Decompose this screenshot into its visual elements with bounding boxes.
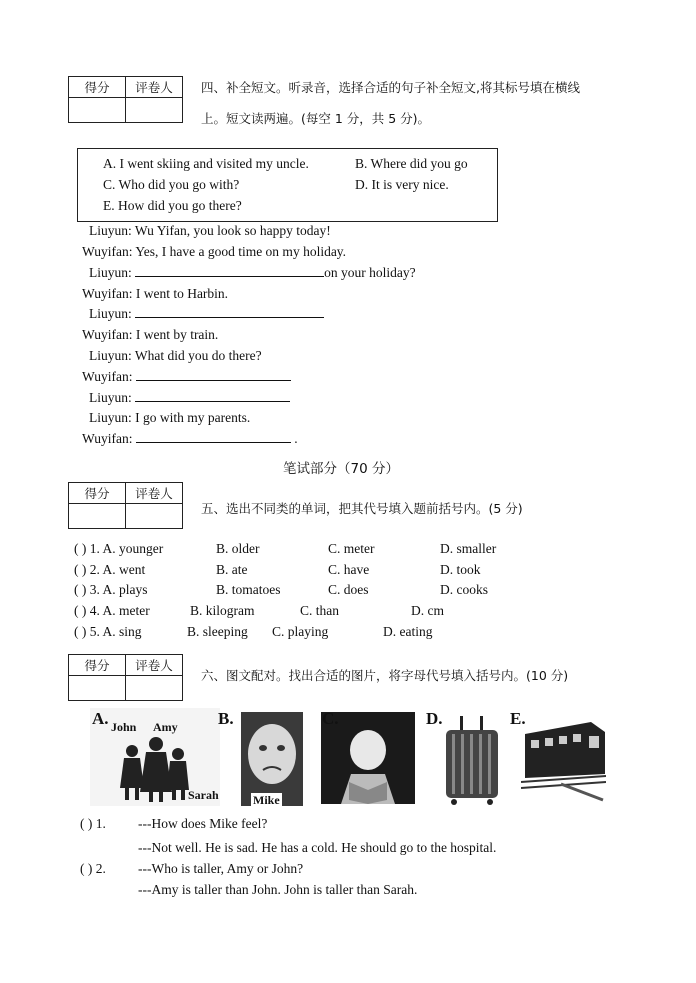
grader-label: 评卷人: [126, 77, 183, 98]
answer-blank-1[interactable]: [135, 265, 324, 277]
dialogue-line: [82, 244, 346, 260]
option-d: D. smaller: [440, 541, 497, 556]
match-question: ---Who is taller, Amy or John?: [138, 861, 304, 876]
dialogue-line: [82, 286, 228, 302]
dialogue-line: [89, 348, 262, 364]
utterance: I went to Harbin.: [135, 286, 229, 301]
utterance: I go with my parents.: [135, 410, 251, 425]
label-amy: Amy: [153, 720, 178, 734]
option-e: E. How did you go there?: [103, 198, 242, 213]
option-c: C. Who did you go with?: [103, 177, 240, 192]
speaker: Liuyun:: [89, 410, 132, 425]
option-b: B. kilogram: [190, 603, 255, 618]
dialogue-line: [82, 369, 291, 385]
section6-title: 六、图文配对。找出合适的图片，将字母代号填入括号内。(10 分): [201, 668, 569, 683]
picture-e-letter: E.: [510, 709, 526, 728]
option-c: C. playing: [272, 624, 329, 639]
speaker: Wuyifan:: [82, 369, 133, 384]
dialogue-line: [82, 327, 218, 343]
suitcase-icon: [442, 714, 502, 806]
speaker: Wuyifan:: [82, 286, 133, 301]
option-d: D. It is very nice.: [355, 177, 449, 192]
option-c: C. meter: [328, 541, 375, 556]
label-john: John: [111, 720, 137, 734]
option-c: C. does: [328, 582, 369, 597]
question-num: ( ) 2. A. went: [74, 562, 146, 577]
option-d: D. eating: [383, 624, 433, 639]
option-d: D. took: [440, 562, 481, 577]
written-part-heading: 笔试部分（70 分）: [283, 461, 399, 477]
utterance: I went by train.: [135, 327, 219, 342]
option-d: D. cm: [411, 603, 444, 618]
sad-baby-face: [241, 712, 303, 806]
dialogue-line: [89, 223, 331, 239]
picture-b-letter: B.: [218, 709, 234, 728]
speaker: Wuyifan:: [82, 431, 133, 446]
option-b: B. tomatoes: [216, 582, 281, 597]
answer-blank-5[interactable]: [136, 431, 291, 443]
picture-e: [521, 712, 606, 804]
speaker: Wuyifan:: [82, 327, 133, 342]
picture-d: [442, 714, 502, 806]
match-question-num: ( ) 2.: [80, 861, 106, 876]
picture-c-letter: C.: [322, 709, 339, 728]
grader-label: 评卷人: [126, 483, 183, 504]
speaker: Liuyun:: [89, 390, 132, 405]
score-box: [68, 482, 183, 529]
dialogue-line: [89, 306, 324, 322]
grader-cell[interactable]: [126, 98, 183, 123]
match-question-num: ( ) 1.: [80, 816, 106, 831]
picture-a-letter: A.: [92, 709, 109, 728]
option-c: C. than: [300, 603, 339, 618]
label-mike: Mike: [253, 793, 280, 807]
score-label: 得分: [69, 483, 126, 504]
question-num: ( ) 1. A. younger: [74, 541, 164, 556]
speaker: Liuyun:: [89, 223, 132, 238]
option-c: C. have: [328, 562, 370, 577]
speaker: Liuyun:: [89, 348, 132, 363]
speaker: Liuyun:: [89, 265, 132, 280]
answer-blank-2[interactable]: [135, 306, 324, 318]
option-b: B. older: [216, 541, 260, 556]
option-b: B. sleeping: [187, 624, 248, 639]
match-question: ---How does Mike feel?: [138, 816, 268, 831]
score-box: [68, 654, 183, 701]
section4-title-line2: 上。短文读两遍。(每空 1 分，共 5 分)。: [201, 111, 431, 126]
option-d: D. cooks: [440, 582, 488, 597]
option-b: B. ate: [216, 562, 248, 577]
score-cell[interactable]: [69, 98, 126, 123]
match-answer: ---Not well. He is sad. He has a cold. He should go to the hospital.: [138, 840, 497, 855]
picture-b: [241, 712, 303, 806]
utterance: Wu Yifan, you look so happy today!: [134, 223, 331, 238]
speaker: Liuyun:: [89, 306, 132, 321]
picture-d-letter: D.: [426, 709, 443, 728]
score-label: 得分: [69, 655, 126, 676]
utterance: .: [294, 431, 298, 446]
dialogue-line: [89, 410, 250, 426]
option-b: B. Where did you go: [355, 156, 468, 171]
utterance: on your holiday?: [324, 265, 416, 280]
score-box: [68, 76, 183, 123]
match-answer: ---Amy is taller than John. John is taller than Sarah.: [138, 882, 418, 897]
train-icon: [521, 712, 606, 804]
label-sarah: Sarah: [188, 788, 219, 802]
utterance: What did you do there?: [134, 348, 262, 363]
speaker: Wuyifan:: [82, 244, 133, 259]
score-label: 得分: [69, 77, 126, 98]
grader-cell[interactable]: [126, 676, 183, 701]
question-num: ( ) 3. A. plays: [74, 582, 148, 597]
answer-blank-4[interactable]: [135, 390, 290, 402]
score-cell[interactable]: [69, 504, 126, 529]
section5-title: 五、选出不同类的单词，把其代号填入题前括号内。(5 分): [201, 501, 523, 516]
section4-title-line1: 四、补全短文。听录音，选择合适的句子补全短文,将其标号填在横线: [201, 80, 580, 95]
question-num: ( ) 5. A. sing: [74, 624, 142, 639]
answer-blank-3[interactable]: [136, 369, 291, 381]
dialogue-line: [82, 431, 298, 447]
option-a: A. I went skiing and visited my uncle.: [103, 156, 309, 171]
utterance: Yes, I have a good time on my holiday.: [135, 244, 347, 259]
score-cell[interactable]: [69, 676, 126, 701]
grader-cell[interactable]: [126, 504, 183, 529]
dialogue-line: [89, 390, 290, 406]
grader-label: 评卷人: [126, 655, 183, 676]
dialogue-line: [89, 265, 416, 281]
question-num: ( ) 4. A. meter: [74, 603, 150, 618]
